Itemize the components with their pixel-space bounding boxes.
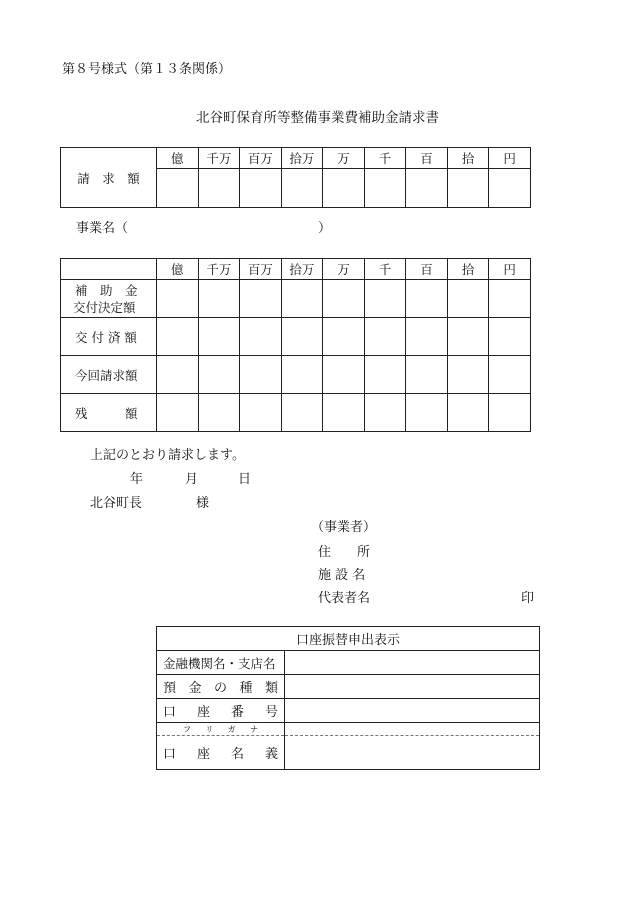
applicant-address-label: 住 所 bbox=[318, 545, 371, 560]
amount-cell[interactable] bbox=[198, 169, 240, 208]
amount-cell[interactable] bbox=[281, 280, 323, 318]
digit-header: 万 bbox=[323, 259, 365, 280]
deposit-type-field[interactable] bbox=[285, 675, 540, 699]
table-row bbox=[61, 318, 531, 356]
account-name-label bbox=[157, 736, 285, 770]
amount-cell[interactable] bbox=[364, 318, 406, 356]
label-char: 名 bbox=[230, 747, 244, 762]
digit-header-row bbox=[61, 148, 531, 169]
table-row bbox=[157, 699, 540, 723]
label-char: 義 bbox=[264, 747, 278, 762]
claim-amount-label: 請 求 額 bbox=[61, 148, 157, 208]
label-char: 座 bbox=[196, 705, 210, 720]
applicant-facility-label: 施 設 名 bbox=[318, 568, 366, 583]
amount-cell[interactable] bbox=[447, 318, 489, 356]
amount-cell[interactable] bbox=[447, 394, 489, 432]
table-row bbox=[157, 675, 540, 699]
digit-header: 百万 bbox=[240, 148, 282, 169]
amount-cell[interactable] bbox=[157, 280, 199, 318]
applicant-heading: （事業者） bbox=[311, 520, 377, 535]
label-char: 預 bbox=[163, 681, 177, 696]
bank-table-title: 口座振替申出表示 bbox=[157, 627, 540, 651]
digit-header: 億 bbox=[157, 148, 199, 169]
amount-cell[interactable] bbox=[406, 280, 448, 318]
amount-cell[interactable] bbox=[406, 356, 448, 394]
amount-cell[interactable] bbox=[157, 318, 199, 356]
amount-cell[interactable] bbox=[489, 318, 531, 356]
amount-cell[interactable] bbox=[406, 394, 448, 432]
furigana-field[interactable] bbox=[285, 723, 540, 736]
amount-cell[interactable] bbox=[198, 318, 240, 356]
furigana-label bbox=[157, 723, 285, 736]
amount-cell[interactable] bbox=[240, 318, 282, 356]
page-title: 北谷町保育所等整備事業費補助金請求書 bbox=[196, 110, 439, 126]
amount-cell[interactable] bbox=[281, 394, 323, 432]
amount-cell[interactable] bbox=[323, 318, 365, 356]
digit-header: 百万 bbox=[240, 259, 282, 280]
deposit-type-label bbox=[157, 675, 285, 699]
amount-cell[interactable] bbox=[447, 280, 489, 318]
table-row bbox=[61, 394, 531, 432]
digit-header: 拾 bbox=[447, 148, 489, 169]
form-number: 第８号様式（第１３条関係） bbox=[62, 62, 232, 77]
digit-header: 千 bbox=[364, 259, 406, 280]
digit-header: 百 bbox=[406, 259, 448, 280]
amount-cell[interactable] bbox=[240, 169, 282, 208]
label-char: 金 bbox=[188, 681, 202, 696]
label-char: の bbox=[213, 681, 227, 696]
digit-header: 千万 bbox=[198, 259, 240, 280]
amount-cell[interactable] bbox=[364, 394, 406, 432]
table-row bbox=[157, 723, 540, 736]
amount-cell[interactable] bbox=[281, 356, 323, 394]
amount-cell[interactable] bbox=[281, 169, 323, 208]
corner-cell bbox=[61, 259, 157, 280]
digit-header: 拾 bbox=[447, 259, 489, 280]
addressee-name: 北谷町長 bbox=[90, 496, 143, 511]
row-label-balance: 残 額 bbox=[61, 394, 157, 432]
amount-cell[interactable] bbox=[198, 356, 240, 394]
amount-cell[interactable] bbox=[240, 394, 282, 432]
label-char: 種 bbox=[239, 681, 253, 696]
table-row bbox=[157, 736, 540, 770]
amount-cell[interactable] bbox=[447, 169, 489, 208]
label-char: フ bbox=[183, 724, 191, 734]
amount-cell[interactable] bbox=[323, 356, 365, 394]
subsidy-table bbox=[60, 258, 531, 432]
amount-cell[interactable] bbox=[240, 280, 282, 318]
amount-cell[interactable] bbox=[240, 356, 282, 394]
amount-cell[interactable] bbox=[489, 280, 531, 318]
digit-header: 拾万 bbox=[281, 148, 323, 169]
amount-cell[interactable] bbox=[489, 169, 531, 208]
digit-header: 万 bbox=[323, 148, 365, 169]
digit-header: 円 bbox=[489, 148, 531, 169]
digit-header: 千万 bbox=[198, 148, 240, 169]
table-row bbox=[61, 280, 531, 318]
amount-cell[interactable] bbox=[406, 318, 448, 356]
digit-header: 億 bbox=[157, 259, 199, 280]
date-year: 年 bbox=[130, 472, 144, 487]
project-name-close: ） bbox=[318, 221, 332, 236]
label-char: 類 bbox=[264, 681, 278, 696]
label-char: 口 bbox=[163, 747, 177, 762]
amount-cell[interactable] bbox=[157, 394, 199, 432]
amount-cell[interactable] bbox=[489, 356, 531, 394]
digit-header: 千 bbox=[364, 148, 406, 169]
digit-header: 拾万 bbox=[281, 259, 323, 280]
amount-cell[interactable] bbox=[364, 280, 406, 318]
table-row bbox=[157, 651, 540, 675]
label-char: 座 bbox=[196, 747, 210, 762]
amount-cell[interactable] bbox=[323, 169, 365, 208]
bank-institution-label: 金融機関名・支店名 bbox=[157, 651, 285, 675]
label-char: 号 bbox=[264, 705, 278, 720]
amount-cell[interactable] bbox=[198, 280, 240, 318]
amount-cell[interactable] bbox=[489, 394, 531, 432]
label-char: ガ bbox=[227, 724, 236, 734]
amount-cell[interactable] bbox=[198, 394, 240, 432]
row-label-current: 今回請求額 bbox=[61, 356, 157, 394]
claim-amount-table bbox=[60, 147, 531, 208]
table-row bbox=[61, 356, 531, 394]
amount-cell[interactable] bbox=[281, 318, 323, 356]
addressee-honorific: 様 bbox=[196, 496, 210, 511]
seal-mark: 印 bbox=[521, 591, 535, 606]
digit-header: 円 bbox=[489, 259, 531, 280]
amount-cell[interactable] bbox=[364, 356, 406, 394]
amount-cell[interactable] bbox=[323, 280, 365, 318]
amount-cell[interactable] bbox=[157, 356, 199, 394]
row-label-paid: 交 付 済 額 bbox=[61, 318, 157, 356]
amount-cell[interactable] bbox=[406, 169, 448, 208]
project-name-label: 事業名（ bbox=[76, 221, 129, 236]
digit-header-row bbox=[61, 259, 531, 280]
amount-cell[interactable] bbox=[157, 169, 199, 208]
label-char: 番 bbox=[230, 705, 244, 720]
amount-cell[interactable] bbox=[447, 356, 489, 394]
applicant-representative-label: 代表者名 bbox=[318, 591, 371, 606]
statement-text: 上記のとおり請求します。 bbox=[90, 448, 245, 463]
amount-cell[interactable] bbox=[323, 394, 365, 432]
bank-institution-field[interactable] bbox=[285, 651, 540, 675]
date-month: 月 bbox=[185, 472, 199, 487]
account-number-label bbox=[157, 699, 285, 723]
row-label-line: 交付決定額 bbox=[73, 299, 136, 315]
label-char: リ bbox=[205, 724, 214, 734]
digit-header: 百 bbox=[406, 148, 448, 169]
row-label-line: 補 助 金 bbox=[75, 282, 138, 298]
date-day: 日 bbox=[238, 472, 252, 487]
account-name-field[interactable] bbox=[285, 736, 540, 770]
account-number-field[interactable] bbox=[285, 699, 540, 723]
row-label-decided bbox=[61, 280, 157, 318]
amount-cell[interactable] bbox=[364, 169, 406, 208]
label-char: ナ bbox=[249, 724, 258, 734]
label-char: 口 bbox=[163, 705, 177, 720]
bank-transfer-table bbox=[156, 626, 540, 770]
